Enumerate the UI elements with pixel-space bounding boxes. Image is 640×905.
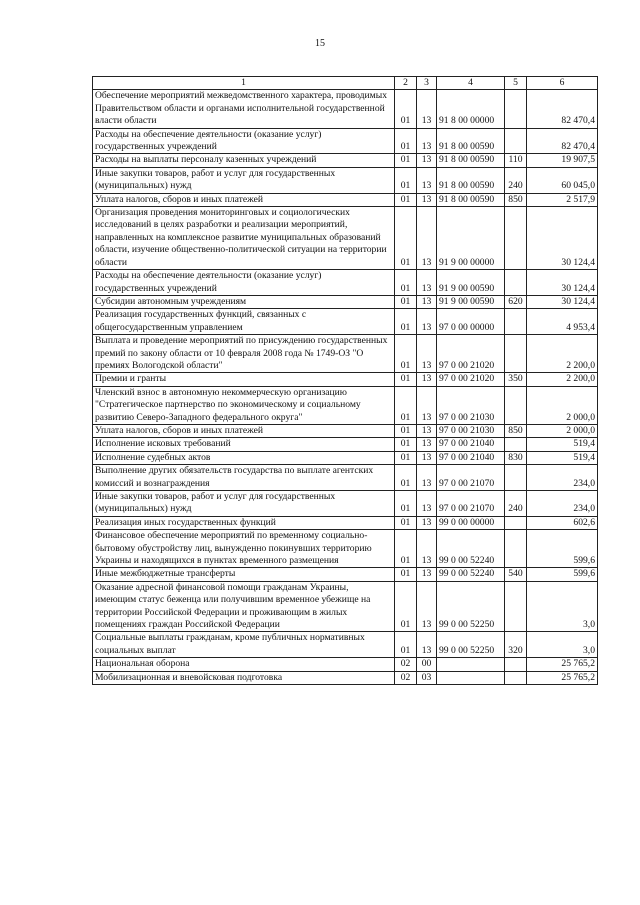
row-target-article: [437, 658, 505, 671]
row-amount: 2 000,0: [527, 424, 598, 437]
row-amount: 599,6: [527, 530, 598, 568]
row-target-article: 97 0 00 21020: [437, 335, 505, 373]
row-expense-type: [505, 128, 527, 154]
row-expense-type: 240: [505, 491, 527, 517]
row-expense-type: [505, 581, 527, 632]
row-expense-type: [505, 658, 527, 671]
row-name: Организация проведения мониторинговых и социологических исследований в целях разработки и реализации мероприятий, направленных на комплексное развитие муниципальных образований области, изучение общественно-политической ситуации на территории области: [93, 207, 395, 270]
row-expense-type: [505, 516, 527, 529]
table-row: [93, 309, 598, 335]
row-target-article: 91 9 00 00000: [437, 207, 505, 270]
row-target-article: 97 0 00 21020: [437, 373, 505, 386]
row-amount: 2 000,0: [527, 386, 598, 424]
row-target-article: 91 8 00 00590: [437, 167, 505, 193]
table-row: [93, 658, 598, 671]
row-target-article: 97 0 00 21030: [437, 424, 505, 437]
table-row: [93, 671, 598, 684]
row-amount: 599,6: [527, 568, 598, 581]
row-section: 01: [395, 128, 417, 154]
row-subsection: 13: [417, 167, 437, 193]
row-amount: 234,0: [527, 491, 598, 517]
row-amount: 30 124,4: [527, 270, 598, 296]
row-subsection: 13: [417, 438, 437, 451]
row-amount: 2 200,0: [527, 373, 598, 386]
table-row: [93, 530, 598, 568]
row-amount: 82 470,4: [527, 90, 598, 128]
row-section: 02: [395, 671, 417, 684]
row-target-article: 99 0 00 52240: [437, 530, 505, 568]
column-header-amount: 6: [527, 77, 598, 90]
row-subsection: 13: [417, 373, 437, 386]
row-name: Расходы на выплаты персоналу казенных учреждений: [93, 154, 395, 167]
row-section: 01: [395, 530, 417, 568]
row-subsection: 13: [417, 128, 437, 154]
row-subsection: 13: [417, 309, 437, 335]
row-name: Выплата и проведение мероприятий по присуждению государственных премий по закону области от 10 февраля 2008 года № 1749-ОЗ "О премиях Вологодской области": [93, 335, 395, 373]
row-target-article: 99 0 00 00000: [437, 516, 505, 529]
row-amount: 82 470,4: [527, 128, 598, 154]
row-expense-type: 830: [505, 451, 527, 464]
row-name: Финансовое обеспечение мероприятий по временному социально-бытовому обустройству лиц, вынужденно покинувших территорию Украины и находящихся в пунктах временного размещения: [93, 530, 395, 568]
row-section: 01: [395, 491, 417, 517]
row-subsection: 13: [417, 154, 437, 167]
row-amount: 602,6: [527, 516, 598, 529]
row-target-article: 97 0 00 21040: [437, 438, 505, 451]
row-target-article: 97 0 00 21070: [437, 465, 505, 491]
row-target-article: 91 8 00 00590: [437, 193, 505, 206]
row-name: Уплата налогов, сборов и иных платежей: [93, 193, 395, 206]
row-section: 01: [395, 154, 417, 167]
row-name: Уплата налогов, сборов и иных платежей: [93, 424, 395, 437]
row-name: Исполнение судебных актов: [93, 451, 395, 464]
row-subsection: 13: [417, 295, 437, 308]
row-amount: 25 765,2: [527, 658, 598, 671]
row-subsection: 13: [417, 90, 437, 128]
row-amount: 60 045,0: [527, 167, 598, 193]
row-amount: 3,0: [527, 632, 598, 658]
row-name: Обеспечение мероприятий межведомственного характера, проводимых Правительством области и органами исполнительной государственной власти области: [93, 90, 395, 128]
row-subsection: 13: [417, 581, 437, 632]
row-expense-type: [505, 530, 527, 568]
row-section: 01: [395, 581, 417, 632]
table-row: [93, 193, 598, 206]
table-row: [93, 270, 598, 296]
table-row: [93, 491, 598, 517]
row-amount: 30 124,4: [527, 295, 598, 308]
row-amount: 519,4: [527, 451, 598, 464]
row-name: Национальная оборона: [93, 658, 395, 671]
table-row: [93, 167, 598, 193]
row-amount: 30 124,4: [527, 207, 598, 270]
row-name: Оказание адресной финансовой помощи гражданам Украины, имеющим статус беженца или получившим временное убежище на территории Российской Федерации и проживающим в жилых помещениях граждан Российской Федерации: [93, 581, 395, 632]
row-section: 01: [395, 295, 417, 308]
row-section: 01: [395, 438, 417, 451]
row-expense-type: [505, 90, 527, 128]
row-section: 01: [395, 451, 417, 464]
table-row: [93, 438, 598, 451]
table-row: [93, 451, 598, 464]
row-section: 01: [395, 373, 417, 386]
row-expense-type: [505, 438, 527, 451]
row-subsection: 03: [417, 671, 437, 684]
table-row: [93, 154, 598, 167]
row-section: 01: [395, 465, 417, 491]
row-name: Расходы на обеспечение деятельности (оказание услуг) государственных учреждений: [93, 128, 395, 154]
row-target-article: 91 8 00 00590: [437, 128, 505, 154]
budget-table: [92, 76, 598, 685]
row-name: Иные закупки товаров, работ и услуг для государственных (муниципальных) нужд: [93, 167, 395, 193]
row-subsection: 13: [417, 424, 437, 437]
table-row: [93, 128, 598, 154]
row-name: Премии и гранты: [93, 373, 395, 386]
row-section: 01: [395, 516, 417, 529]
row-name: Мобилизационная и вневойсковая подготовка: [93, 671, 395, 684]
row-expense-type: 110: [505, 154, 527, 167]
row-target-article: 99 0 00 52250: [437, 581, 505, 632]
row-target-article: 99 0 00 52250: [437, 632, 505, 658]
row-section: 01: [395, 193, 417, 206]
row-section: 02: [395, 658, 417, 671]
row-expense-type: [505, 335, 527, 373]
row-amount: 2 200,0: [527, 335, 598, 373]
row-amount: 2 517,9: [527, 193, 598, 206]
row-amount: 4 953,4: [527, 309, 598, 335]
table-row: [93, 90, 598, 128]
row-subsection: 13: [417, 530, 437, 568]
row-amount: 19 907,5: [527, 154, 598, 167]
row-section: 01: [395, 568, 417, 581]
table-row: [93, 632, 598, 658]
row-expense-type: [505, 207, 527, 270]
row-target-article: 99 0 00 52240: [437, 568, 505, 581]
row-expense-type: [505, 386, 527, 424]
row-subsection: 13: [417, 568, 437, 581]
row-name: Социальные выплаты гражданам, кроме публичных нормативных социальных выплат: [93, 632, 395, 658]
row-expense-type: [505, 465, 527, 491]
row-section: 01: [395, 90, 417, 128]
row-amount: 234,0: [527, 465, 598, 491]
row-subsection: 13: [417, 491, 437, 517]
row-name: Субсидии автономным учреждениям: [93, 295, 395, 308]
row-expense-type: [505, 309, 527, 335]
row-expense-type: 350: [505, 373, 527, 386]
row-subsection: 13: [417, 207, 437, 270]
row-name: Исполнение исковых требований: [93, 438, 395, 451]
row-subsection: 00: [417, 658, 437, 671]
row-amount: 3,0: [527, 581, 598, 632]
row-name: Реализация государственных функций, связанных с общегосударственным управлением: [93, 309, 395, 335]
row-name: Выполнение других обязательств государства по выплате агентских комиссий и вознаграждения: [93, 465, 395, 491]
row-expense-type: 620: [505, 295, 527, 308]
row-expense-type: 850: [505, 424, 527, 437]
column-header-expense-type: 5: [505, 77, 527, 90]
row-subsection: 13: [417, 632, 437, 658]
row-amount: 25 765,2: [527, 671, 598, 684]
row-target-article: 91 8 00 00000: [437, 90, 505, 128]
row-section: 01: [395, 309, 417, 335]
page-number: 15: [315, 38, 325, 49]
column-header-name: 1: [93, 77, 395, 90]
row-subsection: 13: [417, 193, 437, 206]
row-name: Расходы на обеспечение деятельности (оказание услуг) государственных учреждений: [93, 270, 395, 296]
row-section: 01: [395, 424, 417, 437]
row-expense-type: [505, 671, 527, 684]
column-header-subsection: 3: [417, 77, 437, 90]
row-expense-type: 240: [505, 167, 527, 193]
row-section: 01: [395, 207, 417, 270]
row-section: 01: [395, 632, 417, 658]
row-name: Иные межбюджетные трансферты: [93, 568, 395, 581]
row-target-article: 97 0 00 21040: [437, 451, 505, 464]
row-target-article: 91 9 00 00590: [437, 295, 505, 308]
table-row: [93, 581, 598, 632]
table-row: [93, 424, 598, 437]
table-row: [93, 373, 598, 386]
column-header-target-article: 4: [437, 77, 505, 90]
table-row: [93, 516, 598, 529]
row-section: 01: [395, 270, 417, 296]
row-target-article: 91 9 00 00590: [437, 270, 505, 296]
row-target-article: 91 8 00 00590: [437, 154, 505, 167]
row-subsection: 13: [417, 465, 437, 491]
row-name: Иные закупки товаров, работ и услуг для государственных (муниципальных) нужд: [93, 491, 395, 517]
table-row: [93, 207, 598, 270]
table-row: [93, 386, 598, 424]
row-subsection: 13: [417, 516, 437, 529]
row-target-article: 97 0 00 21070: [437, 491, 505, 517]
row-subsection: 13: [417, 270, 437, 296]
row-section: 01: [395, 386, 417, 424]
table-row: [93, 568, 598, 581]
table-row: [93, 335, 598, 373]
table-header-row: [93, 77, 598, 90]
row-section: 01: [395, 167, 417, 193]
row-expense-type: 850: [505, 193, 527, 206]
row-expense-type: 320: [505, 632, 527, 658]
row-subsection: 13: [417, 386, 437, 424]
table-row: [93, 465, 598, 491]
table-row: [93, 295, 598, 308]
row-section: 01: [395, 335, 417, 373]
row-target-article: 97 0 00 00000: [437, 309, 505, 335]
row-subsection: 13: [417, 451, 437, 464]
row-amount: 519,4: [527, 438, 598, 451]
row-name: Членский взнос в автономную некоммерческую организацию "Стратегическое партнерство по экономическому и социальному развитию Северо-Западного федерального округа": [93, 386, 395, 424]
row-subsection: 13: [417, 335, 437, 373]
row-target-article: 97 0 00 21030: [437, 386, 505, 424]
row-name: Реализация иных государственных функций: [93, 516, 395, 529]
row-expense-type: [505, 270, 527, 296]
column-header-section: 2: [395, 77, 417, 90]
row-target-article: [437, 671, 505, 684]
row-expense-type: 540: [505, 568, 527, 581]
